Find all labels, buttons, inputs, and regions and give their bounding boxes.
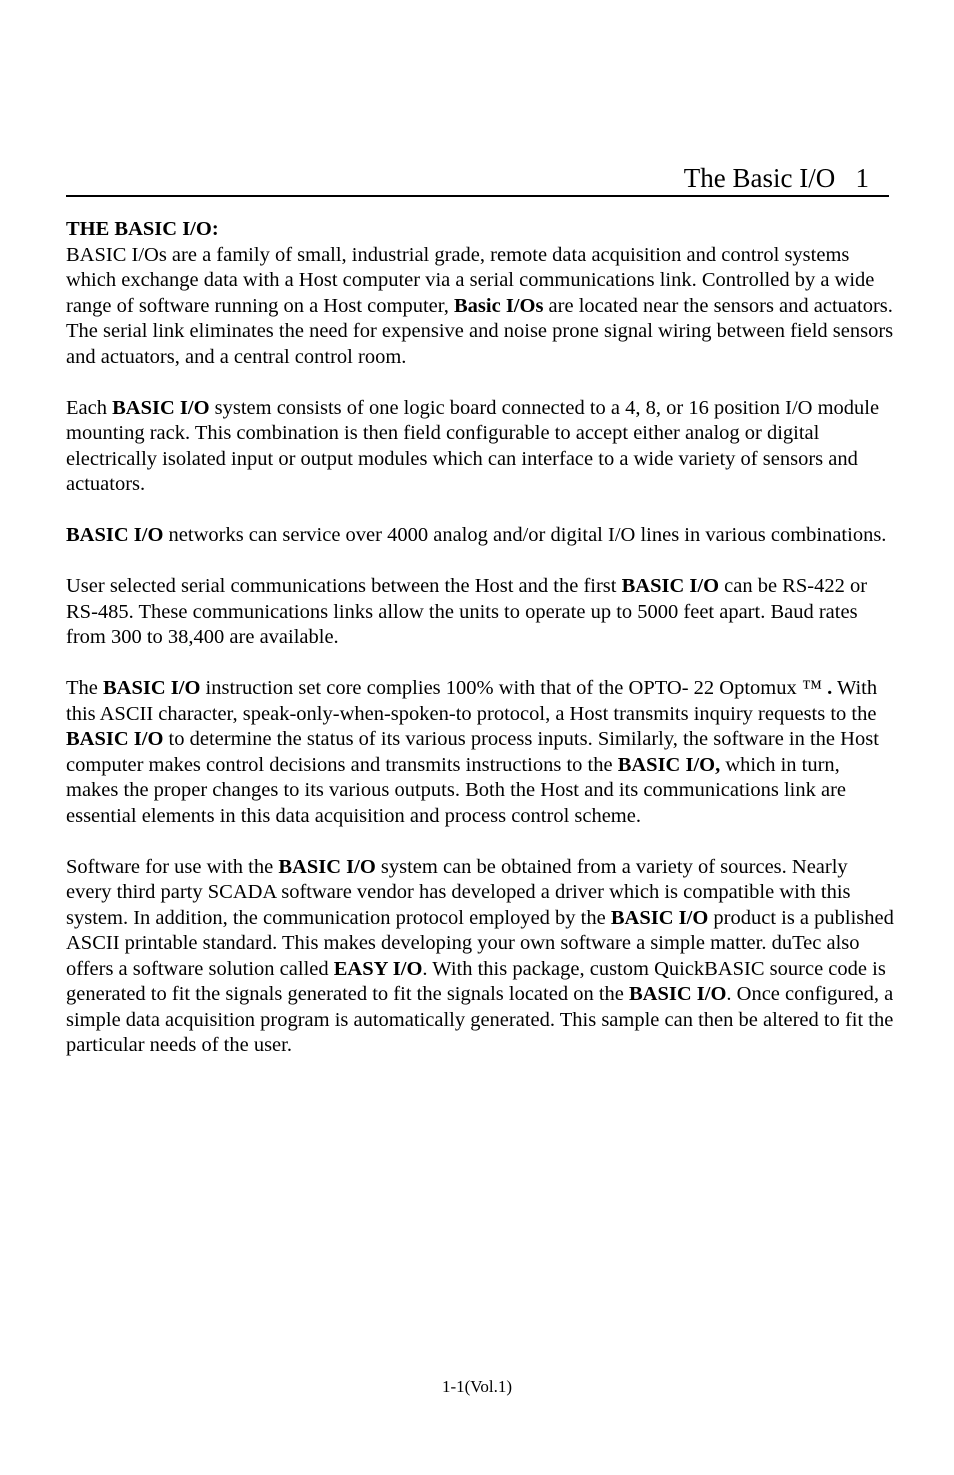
text-run: instruction set core complies 100% with that of the OPTO- 22 Optomux ™ bbox=[200, 677, 828, 699]
text-run: Each bbox=[66, 396, 113, 419]
bold-term: BASIC I/O bbox=[278, 855, 376, 878]
text-run: Software for use with the bbox=[66, 855, 279, 878]
text-run: . Once configured, a simple data acquisition program is automatically generated. This sample can then be altered to fit the particular needs of the user. bbox=[66, 983, 894, 1056]
text-run: product is a published ASCII printable standard. This makes developing your own software a simple matter. duTec also offers a software solution called bbox=[66, 906, 894, 980]
text-run: User selected serial communications between the Host and the first bbox=[66, 575, 622, 597]
bold-term: BASIC I/O bbox=[66, 728, 164, 750]
text-run: system can be obtained from a variety of sources. Nearly every third party SCADA software vendor has developed a driver which is compatible with this system. In addition, the communication protocol employed by the bbox=[66, 855, 851, 929]
bold-term: BASIC I/O bbox=[103, 677, 201, 699]
paragraph-system bbox=[66, 396, 896, 498]
text-run: BASIC I/Os are a family of small, industrial grade, remote data acquisition and control systems which exchange data with a Host computer via a serial communications link. Controlled by a wide range of software running on a Host computer, bbox=[66, 243, 875, 317]
bold-term: Basic I/Os bbox=[454, 294, 544, 317]
bold-term: . bbox=[827, 677, 833, 699]
bold-term: EASY I/O bbox=[333, 957, 423, 980]
text-run: networks can service over 4000 analog and/or digital I/O lines in various combinations. bbox=[163, 524, 887, 546]
bold-term: BASIC I/O bbox=[66, 524, 164, 546]
paragraph-instruction-set bbox=[66, 676, 896, 829]
paragraph-overview bbox=[66, 243, 896, 371]
text-run: . With this package, custom QuickBASIC source code is generated to fit the signals generated to fit the signals located on the bbox=[66, 957, 886, 1005]
bold-term: BASIC I/O bbox=[621, 575, 720, 597]
bold-term: BASIC I/O bbox=[610, 906, 709, 929]
bold-term: BASIC I/O bbox=[629, 983, 727, 1005]
page-number: 1-1(Vol.1) bbox=[441, 1377, 513, 1396]
paragraph-communications bbox=[66, 574, 896, 651]
text-run: which in turn, makes the proper changes to its various outputs. Both the Host and its communications link are essential elements in this data acquisition and process control scheme. bbox=[66, 753, 847, 827]
text-run: system consists of one logic board connected to a 4, 8, or 16 position I/O module mounting rack. This combination is then field configurable to accept either analog or digital electrically isolated input or output modules which can interface to a wide variety of sensors and actuators. bbox=[66, 396, 880, 495]
chapter-title: The Basic I/O 1 bbox=[683, 163, 869, 193]
text-run: can be RS-422 or RS-485. These communications links allow the units to operate up to 5000 feet apart. Baud rates from 300 to 38,400 are available. bbox=[66, 575, 868, 648]
bold-term: BASIC I/O, bbox=[617, 753, 721, 776]
page-header bbox=[66, 160, 889, 197]
text-run: to determine the status of its various process inputs. Similarly, the software in the Host computer makes control decisions and transmits instructions to the bbox=[66, 728, 879, 776]
paragraph-networks bbox=[66, 523, 896, 549]
text-run: With this ASCII character, speak-only-when-spoken-to protocol, a Host transmits inquiry requests to the bbox=[66, 677, 878, 725]
paragraph-software bbox=[66, 855, 896, 1059]
section-heading: THE BASIC I/O: bbox=[66, 218, 219, 240]
bold-term: BASIC I/O bbox=[112, 396, 210, 419]
page-content bbox=[66, 217, 896, 1084]
text-run: The bbox=[66, 677, 103, 699]
text-run: are located near the sensors and actuators. The serial link eliminates the need for expensive and noise prone signal wiring between field sensors and actuators, and a central control room. bbox=[66, 294, 894, 368]
page-footer bbox=[0, 1377, 954, 1397]
